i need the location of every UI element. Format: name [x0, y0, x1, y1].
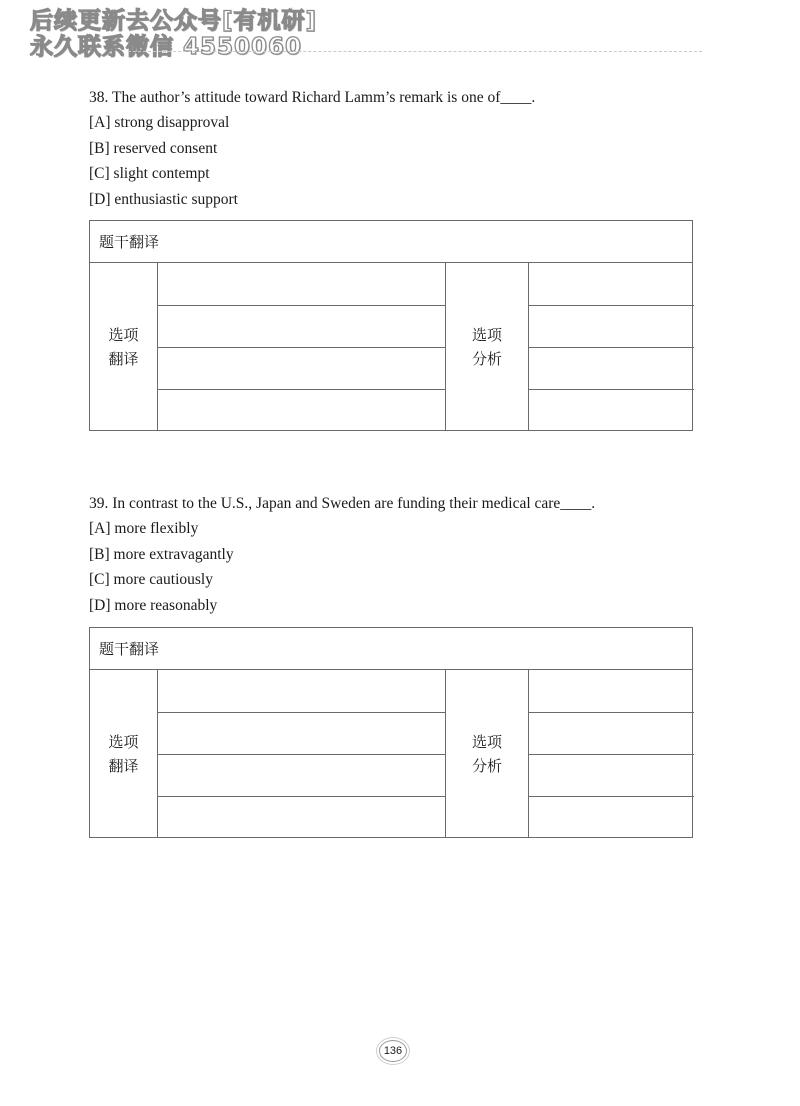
table-header: 题干翻译	[90, 628, 692, 670]
option-a: [A] strong disapproval	[89, 114, 230, 131]
answer-cell-line	[157, 712, 445, 713]
answer-cell-line	[157, 754, 445, 755]
answer-table-38	[89, 220, 693, 431]
table-header: 题干翻译	[90, 221, 692, 263]
option-b: [B] more extravagantly	[89, 545, 234, 563]
options-analysis-label	[446, 670, 528, 837]
question-stem: 38. The author’s attitude toward Richard Lamm’s remark is one of____.	[89, 89, 536, 106]
answer-cell-line	[528, 796, 694, 797]
answer-cell-line	[157, 389, 445, 390]
option-b: [B] reserved consent	[89, 139, 218, 157]
label-line-2: 分析	[471, 756, 502, 775]
answer-cell-line	[528, 754, 694, 755]
option-d: [D] enthusiastic support	[89, 190, 238, 208]
answer-cell-line	[157, 305, 445, 306]
option-d: [D] more reasonably	[89, 596, 218, 614]
header-divider	[128, 51, 702, 52]
answer-cell-line	[157, 347, 445, 348]
watermark	[30, 8, 350, 60]
options-analysis-label	[446, 263, 528, 430]
option-c: [C] more cautiously	[89, 571, 213, 588]
label-line-2: 翻译	[108, 349, 139, 368]
table-divider	[445, 670, 446, 837]
label-line-2: 翻译	[108, 756, 139, 775]
question-stem: 39. In contrast to the U.S., Japan and Sweden are funding their medical care____.	[89, 495, 596, 512]
options-translation-label	[90, 670, 157, 837]
label-line-1: 选项	[108, 325, 139, 344]
watermark-line-2: 永久联系微信 4550060	[30, 34, 303, 60]
page-number: 136	[379, 1040, 407, 1062]
answer-cell-line	[528, 712, 694, 713]
question-39	[89, 494, 729, 621]
watermark-line-1: 后续更新去公众号[有机研]	[30, 8, 318, 34]
answer-cell-line	[528, 347, 694, 348]
label-line-2: 分析	[471, 349, 502, 368]
answer-cell-line	[157, 796, 445, 797]
option-c: [C] slight contempt	[89, 165, 210, 182]
answer-cell-line	[528, 305, 694, 306]
question-38	[89, 88, 729, 215]
option-a: [A] more flexibly	[89, 520, 199, 537]
answer-table-39	[89, 627, 693, 838]
label-line-1: 选项	[108, 732, 139, 751]
table-divider	[445, 263, 446, 430]
answer-cell-line	[528, 389, 694, 390]
label-line-1: 选项	[471, 732, 502, 751]
options-translation-label	[90, 263, 157, 430]
label-line-1: 选项	[471, 325, 502, 344]
